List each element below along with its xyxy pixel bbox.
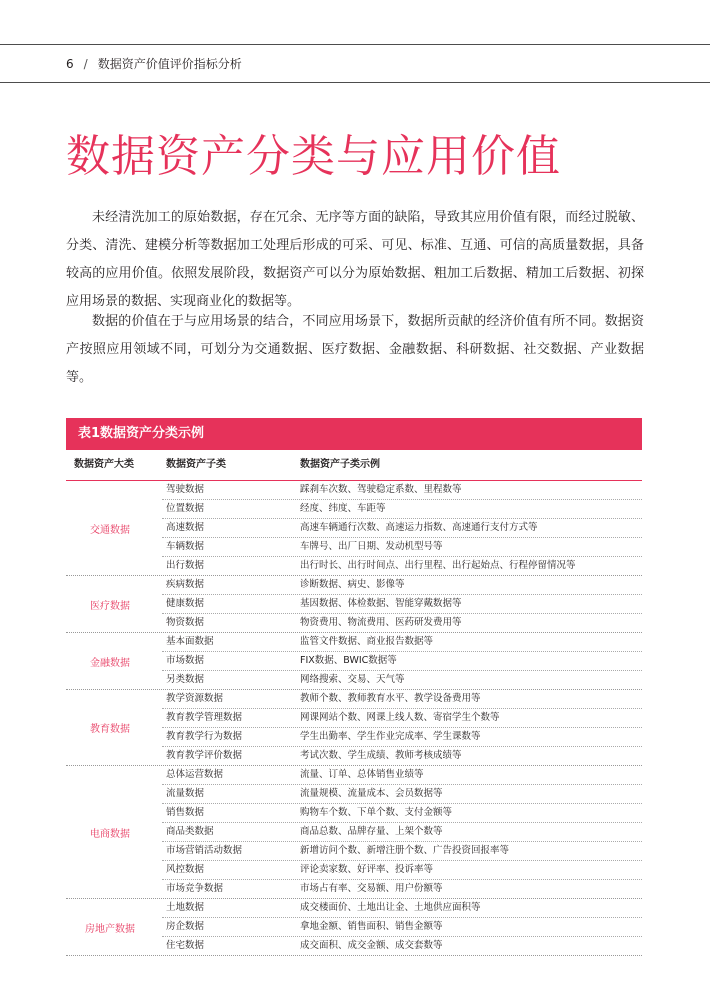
example-cell: 成交面积、成交金额、成交套数等 [300,940,443,951]
subcategory-cell: 总体运营数据 [166,769,224,780]
subcategory-cell: 土地数据 [166,902,205,913]
data-asset-table [66,418,642,956]
example-cell: 踩刹车次数、驾驶稳定系数、里程数等 [300,484,462,495]
header-separator: / [83,57,88,71]
table-group [66,690,642,766]
table-row [162,708,642,727]
table-row [162,784,642,803]
table-row [162,594,642,613]
example-cell: 网络搜索、交易、天气等 [300,674,405,685]
section-title: 数据资产分类与应用价值 [66,131,561,182]
table-header-row [66,450,642,481]
table-row [162,879,642,898]
table-row [162,803,642,822]
col-header-subcategory: 数据资产子类 [166,459,226,470]
category-label: 医疗数据 [90,600,130,612]
subcategory-cell: 驾驶数据 [166,484,205,495]
table-row [162,746,642,765]
example-cell: 流量、订单、总体销售业绩等 [300,769,424,780]
table-row [162,917,642,936]
running-title: 数据资产价值评价指标分析 [97,57,242,71]
example-cell: 教师个数、教师教育水平、教学设备费用等 [300,693,481,704]
subcategory-cell: 流量数据 [166,788,205,799]
subcategory-cell: 出行数据 [166,560,205,571]
table-row [162,670,642,689]
example-cell: 高速车辆通行次数、高速运力指数、高速通行支付方式等 [300,522,538,533]
category-label: 金融数据 [90,657,130,669]
example-cell: 拿地金额、销售面积、销售金额等 [300,921,443,932]
table-row [162,822,642,841]
example-cell: 新增访问个数、新增注册个数、广告投资回报率等 [300,845,510,856]
subcategory-cell: 教学资源数据 [166,693,224,704]
example-cell: 物资费用、物流费用、医药研发费用等 [300,617,462,628]
example-cell: 购物车个数、下单个数、支付金额等 [300,807,453,818]
table-row [162,899,642,917]
category-label: 电商数据 [90,828,130,840]
example-cell: 成交楼面价、土地出让金、土地供应面积等 [300,902,481,913]
col-header-category: 数据资产大类 [74,459,134,470]
subcategory-cell: 市场数据 [166,655,205,666]
paragraph-1: 未经清洗加工的原始数据，存在冗余、无序等方面的缺陷，导致其应用价值有限，而经过脱敏、分类、清洗、建模分析等数据加工处理后形成的可采、可见、标准、互通、可信的高质量数据，具备较高的应用价值。依照发展阶段，数据资产可以分为原始数据、粗加工后数据、精加工后数据、初探应用场景的数据、实现商业化的数据等。 [66,210,644,309]
table-row [162,936,642,955]
table-row [162,499,642,518]
table-row [162,613,642,632]
running-header [66,55,242,72]
category-label: 房地产数据 [85,923,135,935]
subcategory-cell: 市场竞争数据 [166,883,224,894]
table-row [162,860,642,879]
subcategory-cell: 基本面数据 [166,636,214,647]
table-group [66,766,642,899]
table-row [162,766,642,784]
header-bottom-rule [0,82,710,83]
subcategory-cell: 风控数据 [166,864,205,875]
table-title: 表1数据资产分类示例 [66,418,642,450]
subcategory-cell: 健康数据 [166,598,205,609]
table-row [162,576,642,594]
subcategory-cell: 市场营销活动数据 [166,845,243,856]
table-group [66,633,642,690]
example-cell: 出行时长、出行时间点、出行里程、出行起始点、行程停留情况等 [300,560,576,571]
subcategory-cell: 房企数据 [166,921,205,932]
subcategory-cell: 销售数据 [166,807,205,818]
subcategory-cell: 教育教学行为数据 [166,731,243,742]
example-cell: 商品总数、品牌存量、上架个数等 [300,826,443,837]
example-cell: 考试次数、学生成绩、教师考核成绩等 [300,750,462,761]
table-row [162,481,642,499]
subcategory-cell: 物资数据 [166,617,205,628]
table-row [162,651,642,670]
subcategory-cell: 另类数据 [166,674,205,685]
table-row [162,727,642,746]
example-cell: 车牌号、出厂日期、发动机型号等 [300,541,443,552]
subcategory-cell: 商品类数据 [166,826,214,837]
table-row [162,556,642,575]
table-row [162,633,642,651]
example-cell: 市场占有率、交易额、用户份额等 [300,883,443,894]
page-number: 6 [66,57,74,71]
table-row [162,690,642,708]
example-cell: 基因数据、体检数据、智能穿戴数据等 [300,598,462,609]
example-cell: 评论卖家数、好评率、投诉率等 [300,864,434,875]
example-cell: 流量规模、流量成本、会员数据等 [300,788,443,799]
table-row [162,841,642,860]
category-label: 交通数据 [90,524,130,536]
table-group [66,899,642,956]
subcategory-cell: 车辆数据 [166,541,205,552]
example-cell: 网课网站个数、网课上线人数、寄宿学生个数等 [300,712,500,723]
subcategory-cell: 位置数据 [166,503,205,514]
example-cell: 学生出勤率、学生作业完成率、学生课数等 [300,731,481,742]
table-group [66,576,642,633]
table-body [66,481,642,956]
subcategory-cell: 疾病数据 [166,579,205,590]
subcategory-cell: 教育教学管理数据 [166,712,243,723]
header-top-rule [0,44,710,45]
category-label: 教育数据 [90,724,130,735]
paragraph-2: 数据的价值在于与应用场景的结合，不同应用场景下，数据所贡献的经济价值有所不同。数据资产按照应用领域不同，可划分为交通数据、医疗数据、金融数据、科研数据、社交数据、产业数据等。 [66,314,644,385]
table-group [66,481,642,576]
table-row [162,518,642,537]
subcategory-cell: 住宅数据 [166,940,205,951]
example-cell: 经度、纬度、车距等 [300,503,386,514]
subcategory-cell: 高速数据 [166,522,205,533]
example-cell: 诊断数据、病史、影像等 [300,579,405,590]
subcategory-cell: 教育教学评价数据 [166,750,243,761]
example-cell: FIX数据、BWIC数据等 [300,655,397,666]
example-cell: 监管文件数据、商业报告数据等 [300,636,434,647]
table-row [162,537,642,556]
col-header-examples: 数据资产子类示例 [300,459,380,470]
